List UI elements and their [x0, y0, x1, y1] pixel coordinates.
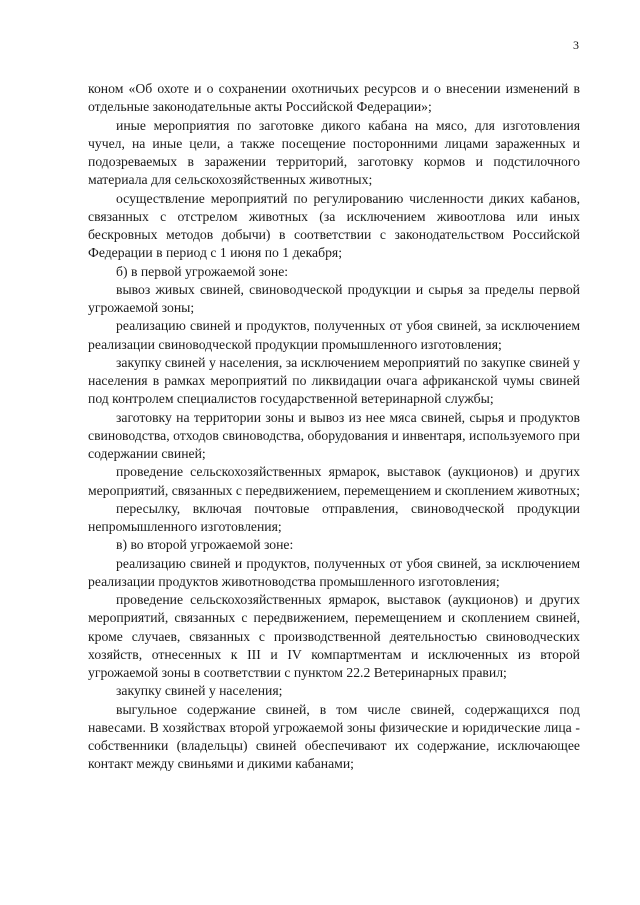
paragraph: коном «Об охоте и о сохранении охотничьих ресурсов и о внесении изменений в отдельные законодательные акты Российской Федерации»; [88, 81, 580, 115]
document-body [88, 80, 580, 774]
paragraph: заготовку на территории зоны и вывоз из нее мяса свиней, сырья и продуктов свиноводства, отходов свиноводства, оборудования и инвентаря, используемого при содержании свиней; [88, 409, 580, 461]
page-number: 3 [573, 38, 579, 52]
paragraph: пересылку, включая почтовые отправления, свиноводческой продукции непромышленного изготовления; [88, 500, 580, 534]
paragraph: иные мероприятия по заготовке дикого кабана на мясо, для изготовления чучел, на иные цели, а также посещение посторонними лицами зараженных и подозреваемых в заражении территорий, заготовку кормов и подстилочного материала для сельскохозяйственных животных; [88, 117, 580, 188]
paragraph: проведение сельскохозяйственных ярмарок, выставок (аукционов) и других мероприятий, связанных с передвижением, перемещением и скоплением свиней, кроме случаев, связанных с производственной деятельностью свиноводческих хозяйств, отнесенных к III и IV компартментам и исключенных из второй угрожаемой зоны в соответствии с пунктом 22.2 Ветеринарных правил; [88, 592, 580, 680]
paragraph: закупку свиней у населения, за исключением мероприятий по закупке свиней у населения в рамках мероприятий по ликвидации очага африканской чумы свиней под контролем специалистов государственной ветеринарной службы; [88, 354, 580, 407]
section-heading: б) в первой угрожаемой зоне: [116, 263, 289, 279]
paragraph: реализацию свиней и продуктов, полученных от убоя свиней, за исключением реализации продуктов животноводства промышленного изготовления; [88, 555, 580, 589]
section-heading: в) во второй угрожаемой зоне: [116, 537, 294, 553]
paragraph: выгульное содержание свиней, в том числе свиней, содержащихся под навесами. В хозяйствах второй угрожаемой зоны физические и юридические лица - собственники (владельцы) свиней обеспечивают их содержание, исключающее контакт между свиньями и дикими кабанами; [88, 701, 580, 772]
paragraph: реализацию свиней и продуктов, полученных от убоя свиней, за исключением реализации свиноводческой продукции промышленного изготовления; [88, 318, 580, 352]
paragraph: осуществление мероприятий по регулированию численности диких кабанов, связанных с отстрелом животных (за исключением живоотлова или иных бескровных методов добычи) в соответствии с законодательством Российской Федерации в период с 1 июня по 1 декабря; [88, 190, 580, 261]
paragraph: проведение сельскохозяйственных ярмарок, выставок (аукционов) и других мероприятий, связанных с передвижением, перемещением и скоплением животных; [88, 464, 581, 498]
paragraph: вывоз живых свиней, свиноводческой продукции и сырья за пределы первой угрожаемой зоны; [88, 281, 580, 315]
paragraph: закупку свиней у населения; [116, 683, 283, 699]
